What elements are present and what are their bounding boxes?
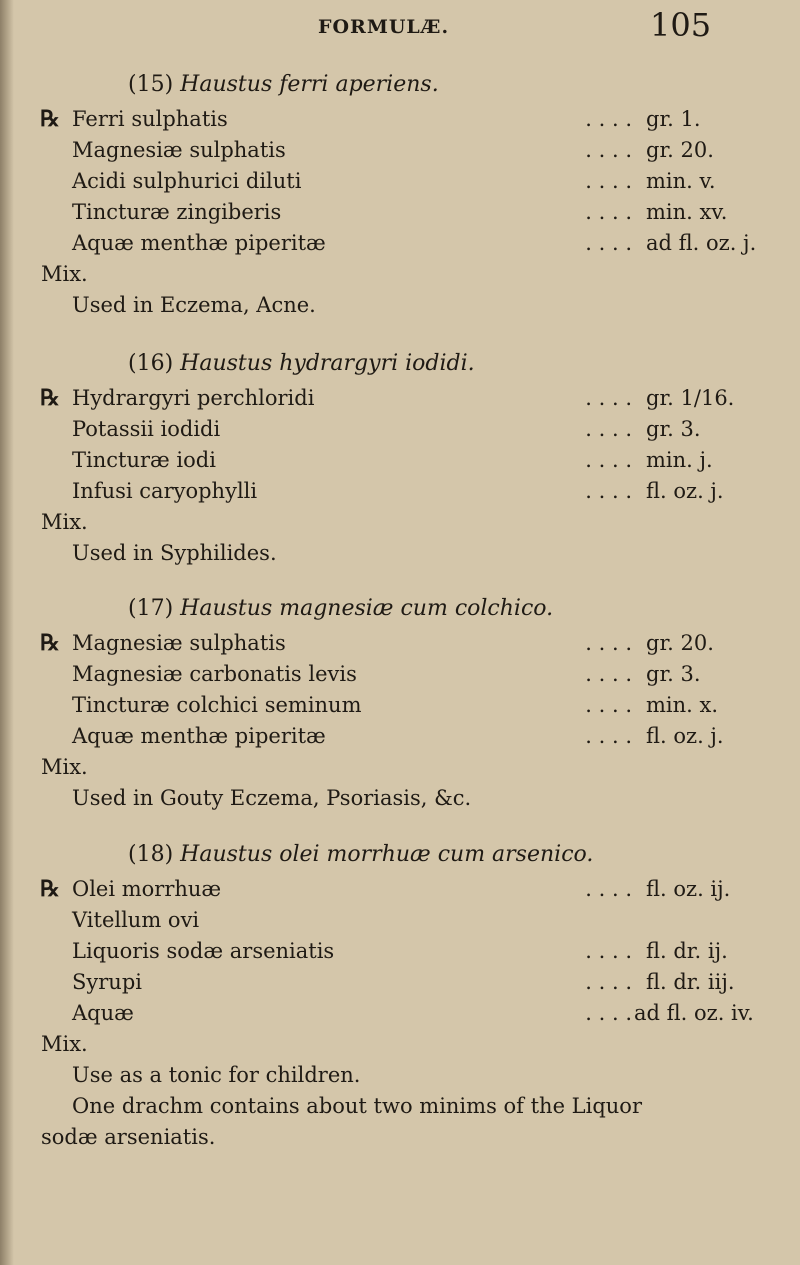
ingredient-amount: ad fl. oz. iv. — [634, 1001, 754, 1025]
formula-title — [0, 590, 800, 628]
leader-dots: . . . . — [585, 107, 632, 131]
running-head — [0, 6, 800, 44]
formula-title — [0, 345, 800, 383]
leader-dots: . . . . — [585, 448, 632, 472]
leader-dots: . . . . — [585, 231, 632, 255]
ingredient-name: Syrupi — [72, 970, 142, 994]
ingredient-amount: fl. dr. iij. — [646, 970, 735, 994]
ingredient-amount: gr. 20. — [646, 631, 714, 655]
formula-name: Haustus magnesiæ cum colchico. — [180, 596, 554, 621]
leader-dots: . . . . — [585, 970, 632, 994]
ingredient-amount: fl. dr. ij. — [646, 939, 728, 963]
formula-15 — [0, 66, 800, 321]
leader-dots: . . . . — [585, 693, 632, 717]
formula-17 — [0, 590, 800, 814]
ingredient-line — [0, 476, 800, 507]
ingredient-amount: gr. 1/16. — [646, 386, 735, 410]
ingredient-name: Hydrargyri perchloridi — [72, 386, 315, 410]
ingredient-name: Magnesiæ sulphatis — [72, 631, 286, 655]
ingredient-name: Aquæ menthæ piperitæ — [72, 231, 326, 255]
ingredient-line — [0, 383, 800, 414]
ingredient-name: Tincturæ iodi — [72, 448, 216, 472]
ingredient-line — [0, 197, 800, 228]
ingredient-name: Magnesiæ carbonatis levis — [72, 662, 357, 686]
formula-number: (16) — [128, 351, 174, 376]
leader-dots: . . . . — [585, 662, 632, 686]
usage-note: Used in Syphilides. — [72, 541, 277, 565]
ingredient-name: Magnesiæ sulphatis — [72, 138, 286, 162]
ingredient-name: Aquæ — [72, 1001, 134, 1025]
mix-instruction: Mix. — [41, 510, 88, 534]
usage-note: Use as a tonic for children. — [72, 1063, 361, 1087]
ingredient-line — [0, 104, 800, 135]
leader-dots: . . . . — [585, 631, 632, 655]
ingredient-name: Olei morrhuæ — [72, 877, 222, 901]
ingredient-name: Tincturæ zingiberis — [72, 200, 282, 224]
ingredient-line — [0, 445, 800, 476]
leader-dots: . . . . — [585, 386, 632, 410]
recipe-symbol: ℞ — [40, 385, 60, 411]
formula-name: Haustus ferri aperiens. — [180, 72, 439, 97]
leader-dots: . . . . — [585, 138, 632, 162]
ingredient-line — [0, 414, 800, 445]
recipe-symbol: ℞ — [40, 876, 60, 902]
leader-dots: . . . . — [585, 479, 632, 503]
ingredient-amount: gr. 3. — [646, 662, 701, 686]
ingredient-line — [0, 874, 800, 905]
formula-name: Haustus olei morrhuæ cum arsenico. — [180, 842, 594, 867]
usage-note: Used in Eczema, Acne. — [72, 293, 316, 317]
ingredient-name: Liquoris sodæ arseniatis — [72, 939, 335, 963]
ingredient-line — [0, 659, 800, 690]
leader-dots: . . . . — [585, 169, 632, 193]
ingredient-name: Acidi sulphurici diluti — [72, 169, 302, 193]
ingredient-amount: ad fl. oz. j. — [646, 231, 757, 255]
ingredient-amount: fl. oz. j. — [646, 479, 724, 503]
ingredient-amount: min. x. — [646, 693, 719, 717]
running-title: FORMULÆ. — [318, 16, 450, 38]
recipe-symbol: ℞ — [40, 630, 60, 656]
formula-title — [0, 66, 800, 104]
ingredient-line — [0, 936, 800, 967]
formula-number: (18) — [128, 842, 174, 867]
ingredient-amount: fl. oz. ij. — [646, 877, 731, 901]
dosage-note-line: sodæ arseniatis. — [41, 1125, 216, 1149]
ingredient-amount: gr. 3. — [646, 417, 701, 441]
leader-dots: . . . . — [585, 417, 632, 441]
ingredient-amount: gr. 1. — [646, 107, 701, 131]
dosage-note-line: One drachm contains about two minims of the Liquor — [72, 1094, 642, 1118]
leader-dots: . . . . — [585, 200, 632, 224]
recipe-symbol: ℞ — [40, 106, 60, 132]
formula-16 — [0, 345, 800, 569]
ingredient-name: Tincturæ colchici seminum — [72, 693, 362, 717]
ingredient-name: Ferri sulphatis — [72, 107, 228, 131]
ingredient-line — [0, 628, 800, 659]
ingredient-amount: fl. oz. j. — [646, 724, 724, 748]
leader-dots: . . . . — [585, 724, 632, 748]
ingredient-amount: min. xv. — [646, 200, 728, 224]
ingredient-name: Vitellum ovi — [72, 908, 200, 932]
ingredient-amount: gr. 20. — [646, 138, 714, 162]
usage-note: Used in Gouty Eczema, Psoriasis, &c. — [72, 786, 472, 810]
page-number: 105 — [650, 6, 712, 44]
ingredient-name: Potassii iodidi — [72, 417, 221, 441]
ingredient-line — [0, 166, 800, 197]
ingredient-line — [0, 721, 800, 752]
formula-name: Haustus hydrargyri iodidi. — [180, 351, 475, 376]
ingredient-line — [0, 998, 800, 1029]
ingredient-amount: min. v. — [646, 169, 716, 193]
leader-dots: . . . . — [585, 939, 632, 963]
ingredient-line — [0, 228, 800, 259]
ingredient-line — [0, 905, 800, 936]
formula-18 — [0, 836, 800, 1153]
formula-title — [0, 836, 800, 874]
mix-instruction: Mix. — [41, 1032, 88, 1056]
ingredient-name: Infusi caryophylli — [72, 479, 258, 503]
ingredient-line — [0, 690, 800, 721]
leader-dots: . . . . — [585, 1001, 632, 1025]
formula-number: (15) — [128, 72, 174, 97]
mix-instruction: Mix. — [41, 755, 88, 779]
ingredient-amount: min. j. — [646, 448, 713, 472]
mix-instruction: Mix. — [41, 262, 88, 286]
ingredient-line — [0, 135, 800, 166]
ingredient-line — [0, 967, 800, 998]
ingredient-name: Aquæ menthæ piperitæ — [72, 724, 326, 748]
formula-number: (17) — [128, 596, 174, 621]
leader-dots: . . . . — [585, 877, 632, 901]
